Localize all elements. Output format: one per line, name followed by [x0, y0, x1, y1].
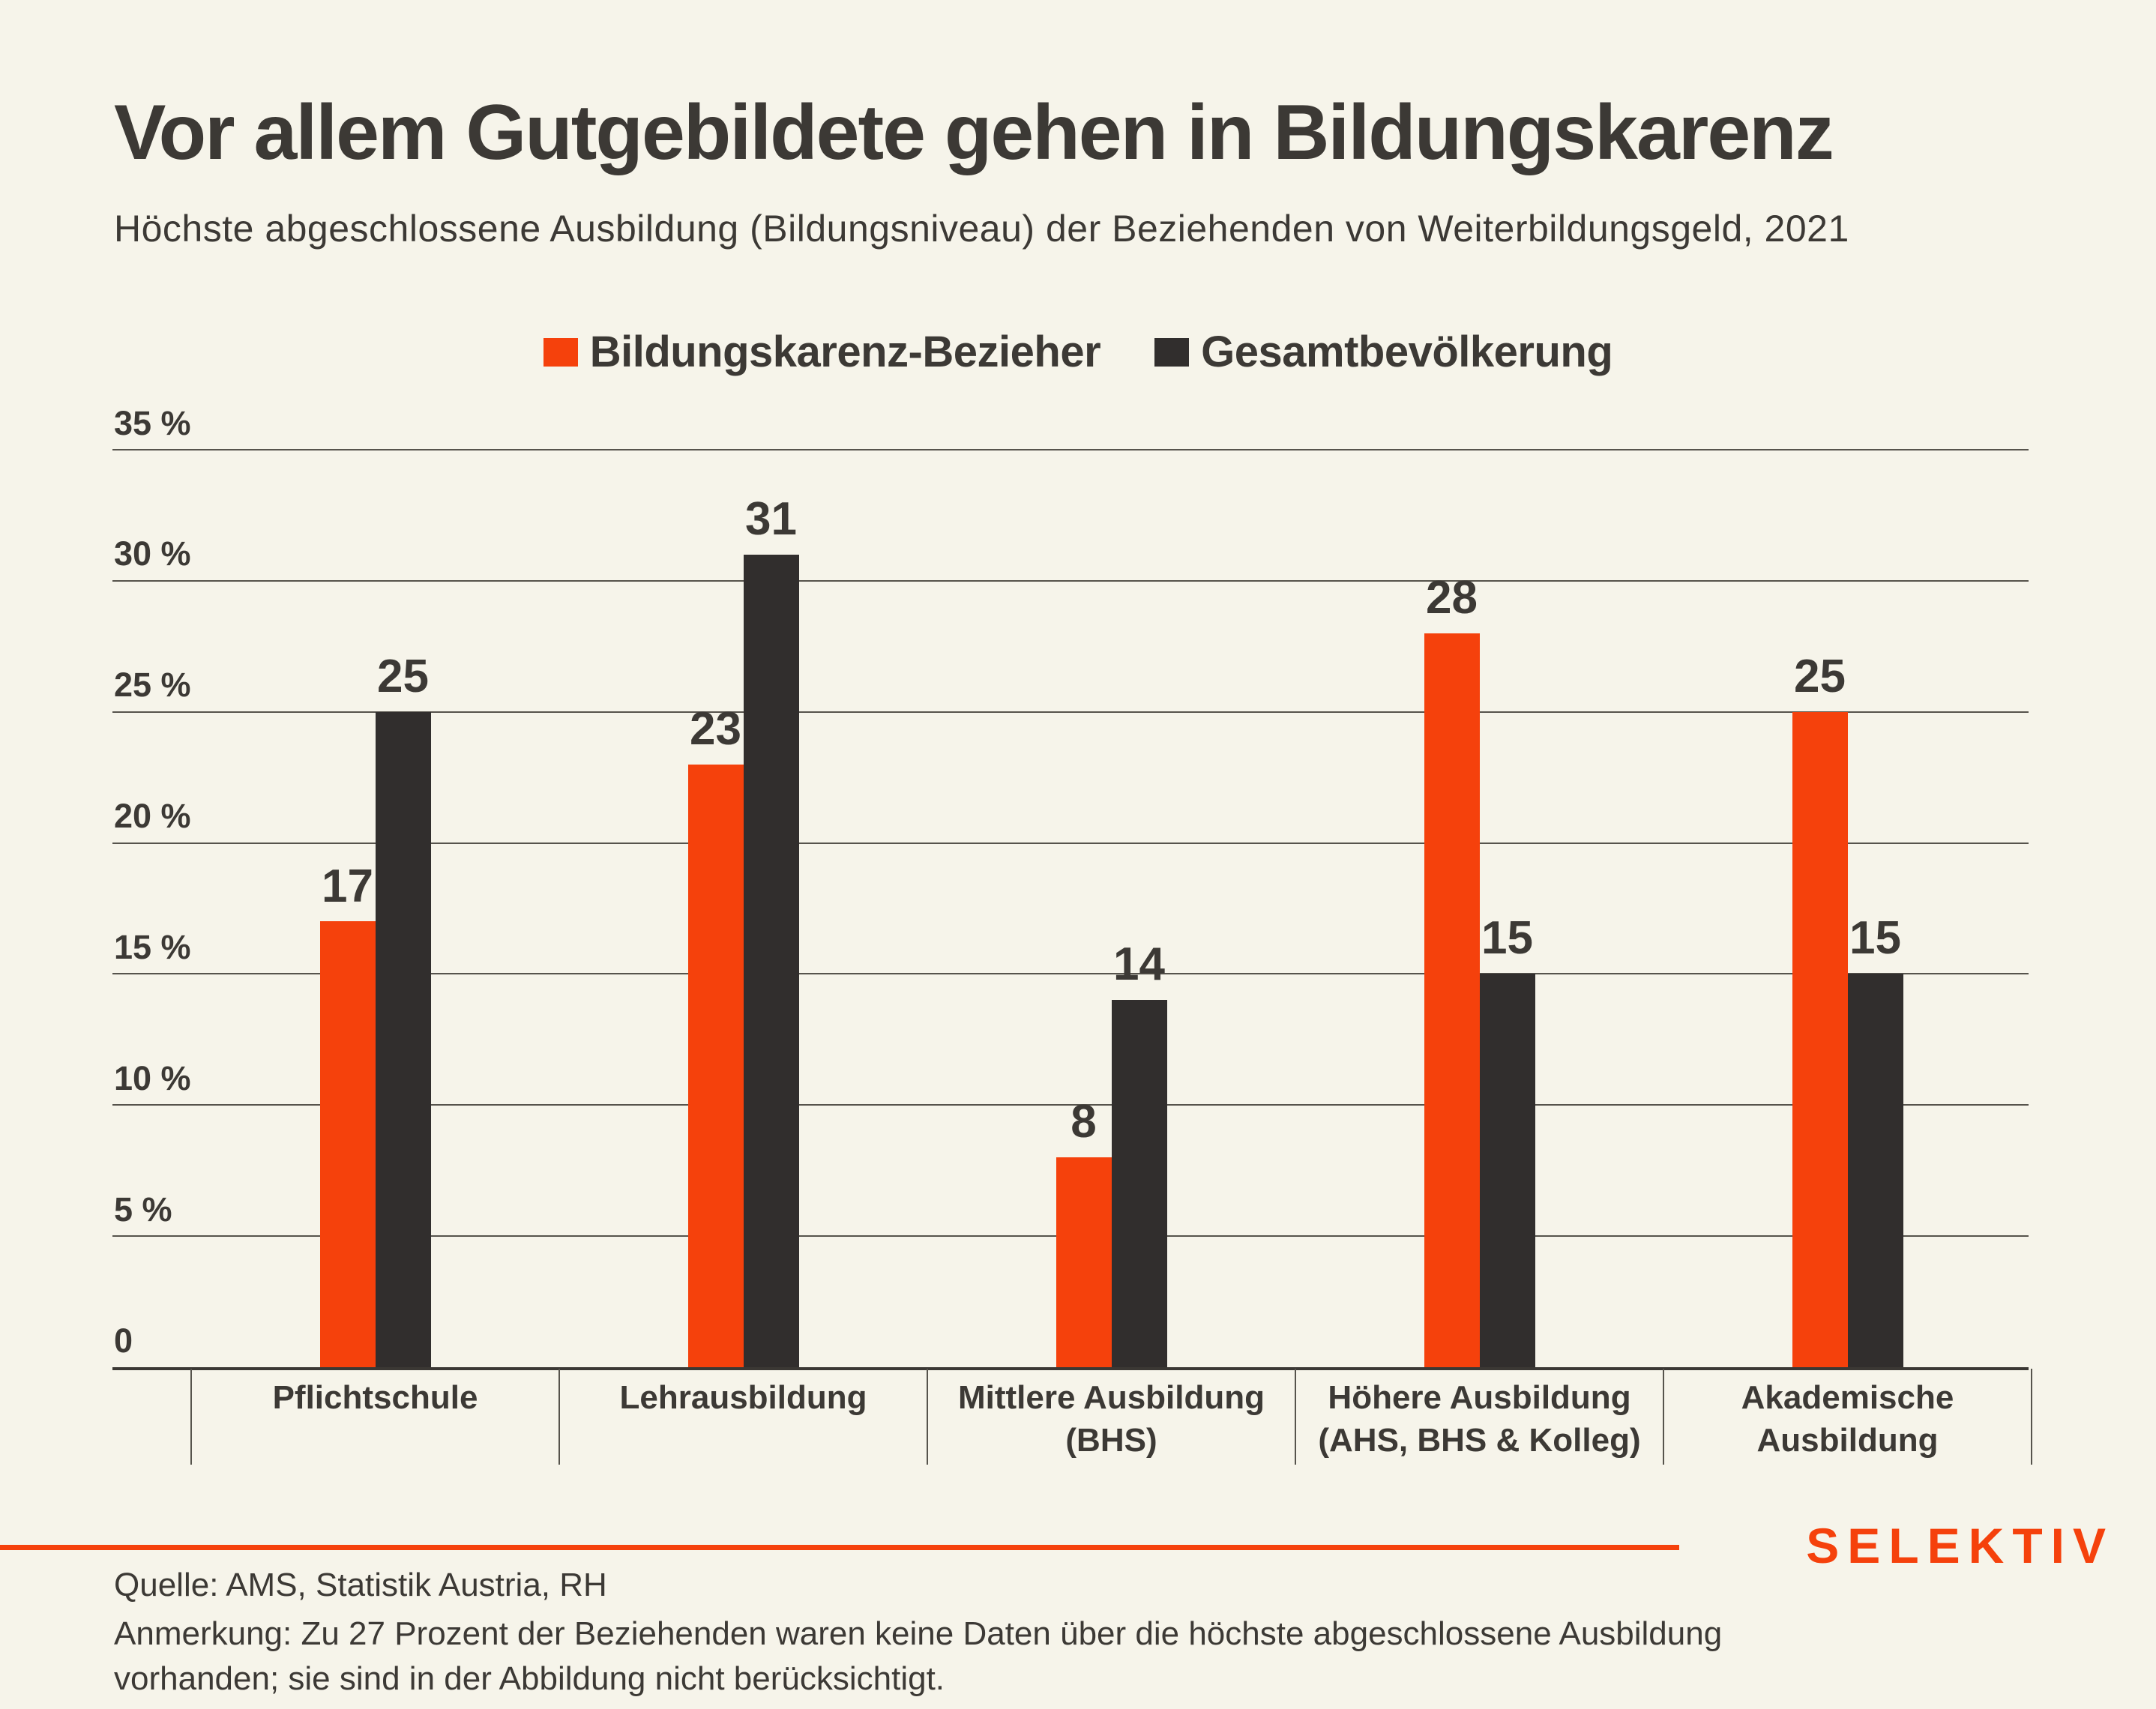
bar-bildungskarenz	[1792, 712, 1848, 1367]
footer-rule	[0, 1545, 1679, 1550]
legend-label: Gesamtbevölkerung	[1201, 328, 1613, 376]
legend	[0, 327, 2156, 377]
legend-swatch-red	[543, 338, 578, 367]
y-tick-label: 10 %	[114, 1058, 191, 1097]
note-line: Anmerkung: Zu 27 Prozent der Beziehenden waren keine Daten über die höchste abgeschlossene Ausbildung	[114, 1615, 1723, 1652]
x-axis-label: Pflichtschule	[272, 1379, 478, 1416]
x-axis-divider	[927, 1369, 928, 1465]
bar-gesamtbevoelkerung	[744, 555, 799, 1367]
x-axis-divider	[558, 1369, 560, 1465]
x-axis-label: Lehrausbildung	[619, 1379, 867, 1416]
chart-title: Vor allem Gutgebildete gehen in Bildungskarenz	[114, 89, 1833, 176]
gridline	[112, 580, 2029, 582]
source-text: Quelle: AMS, Statistik Austria, RH	[114, 1567, 607, 1603]
y-tick-label: 35 %	[114, 403, 191, 442]
bar-value-label: 31	[745, 492, 797, 545]
bar-value-label: 15	[1849, 912, 1901, 965]
bar-value-label: 28	[1426, 571, 1478, 624]
chart-subtitle: Höchste abgeschlossene Ausbildung (Bildungsniveau) der Beziehenden von Weiterbildungsgeld, 2021	[114, 208, 1849, 250]
legend-swatch-dark	[1154, 338, 1189, 367]
legend-label: Bildungskarenz-Bezieher	[589, 328, 1101, 376]
bar-value-label: 25	[1794, 650, 1846, 702]
bar-gesamtbevoelkerung	[1112, 1000, 1167, 1367]
bar-bildungskarenz	[1056, 1157, 1112, 1367]
selektiv-logo: SELEKTIV	[1806, 1518, 2114, 1573]
y-tick-label: 20 %	[114, 797, 191, 836]
x-axis-divider	[1663, 1369, 1664, 1465]
note-text	[114, 1612, 1722, 1702]
bar-bildungskarenz	[320, 921, 376, 1367]
x-axis-divider	[2031, 1369, 2032, 1465]
x-axis-label: Akademische Ausbildung	[1741, 1379, 1954, 1459]
y-tick-label: 0	[114, 1321, 133, 1360]
y-tick-label: 5 %	[114, 1190, 172, 1229]
note-line: vorhanden; sie sind in der Abbildung nicht berücksichtigt.	[114, 1660, 945, 1697]
x-axis-label: Höhere Ausbildung (AHS, BHS & Kolleg)	[1318, 1379, 1641, 1459]
bar-gesamtbevoelkerung	[1480, 974, 1535, 1367]
bar-gesamtbevoelkerung	[1848, 974, 1903, 1367]
bar-value-label: 8	[1071, 1096, 1097, 1148]
x-axis-divider	[190, 1369, 192, 1465]
bar-value-label: 25	[377, 650, 429, 702]
bar-gesamtbevoelkerung	[376, 712, 431, 1367]
bar-value-label: 17	[322, 860, 373, 912]
bar-value-label: 14	[1113, 938, 1165, 991]
y-tick-label: 15 %	[114, 927, 191, 966]
x-axis-label: Mittlere Ausbildung (BHS)	[957, 1379, 1265, 1459]
legend-item-gesamtbevoelkerung	[1154, 327, 1613, 377]
bar-value-label: 15	[1481, 912, 1533, 965]
y-tick-label: 30 %	[114, 534, 191, 573]
bar-bildungskarenz	[688, 765, 744, 1367]
bar-value-label: 23	[690, 702, 741, 755]
bar-bildungskarenz	[1424, 633, 1480, 1367]
y-tick-label: 25 %	[114, 666, 191, 705]
gridline	[112, 449, 2029, 450]
x-axis-divider	[1295, 1369, 1296, 1465]
x-axis-line	[112, 1367, 2029, 1370]
legend-item-bildungskarenz	[543, 327, 1100, 377]
